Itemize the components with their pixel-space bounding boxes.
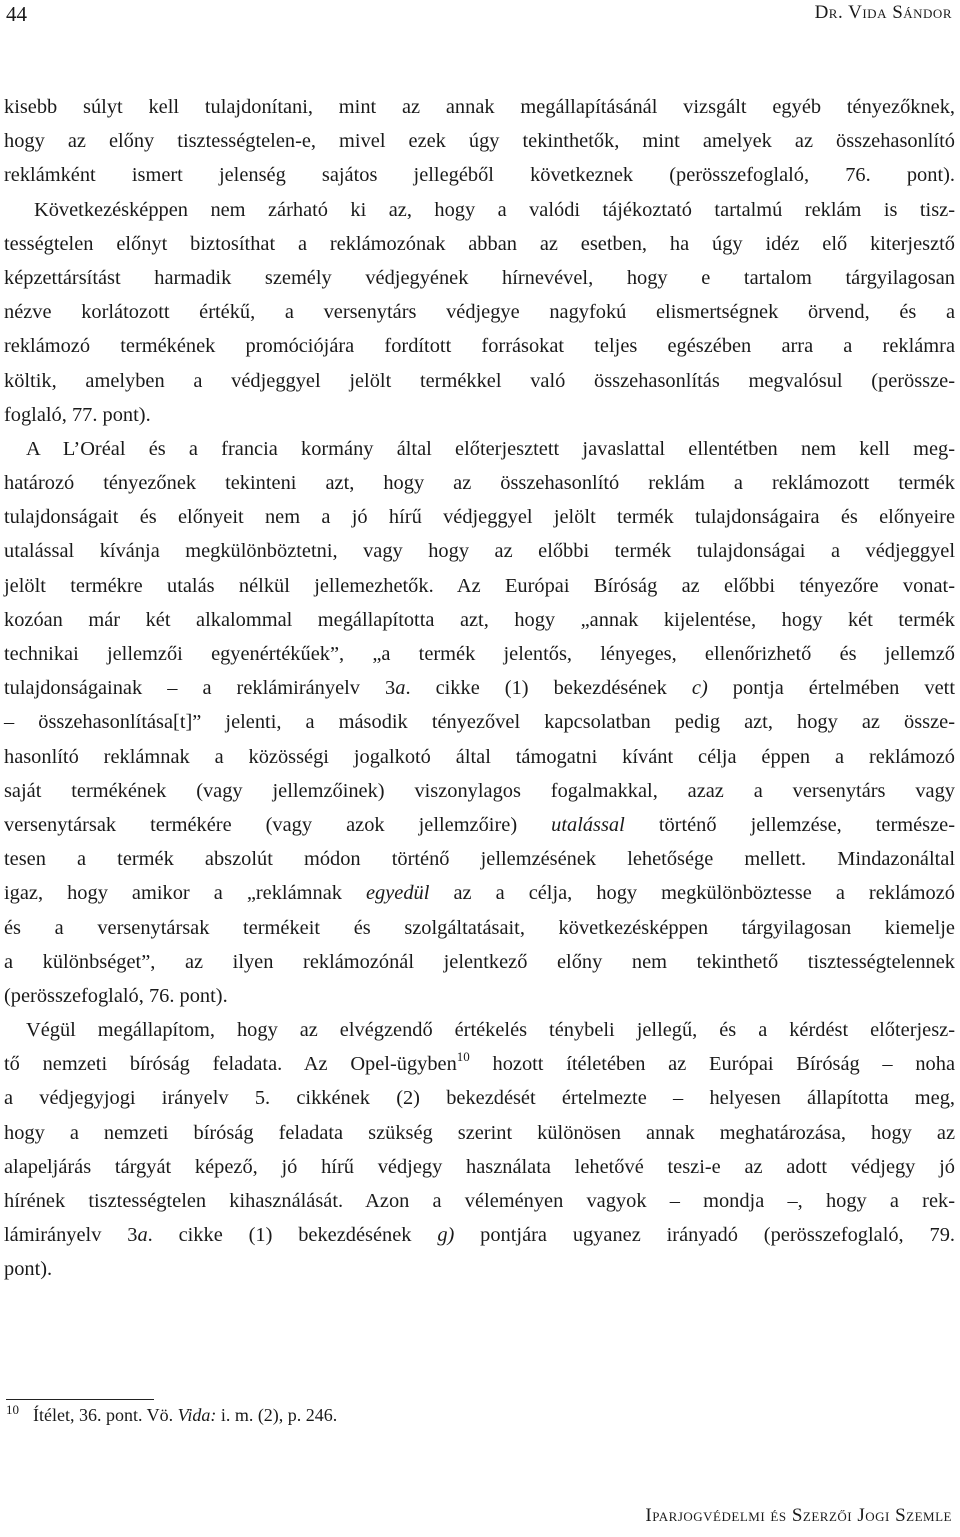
footnote-text: Ítélet, 36. pont. Vö. [33, 1405, 178, 1425]
text-line: hogy a nemzeti bíróság feladata szükség szerint különösen annak meghatározása, hogy az [4, 1121, 955, 1144]
text-line: hogy az előny tisztességtelen-e, mivel ezek úgy tekinthetők, mint amelyek az összehasonlító [4, 130, 955, 153]
text-line: (perösszefoglaló, 76. pont). [4, 984, 228, 1007]
running-head-author: Dr. Vida Sándor [814, 2, 952, 23]
text-line: határozó tényezőnek tekinteni azt, hogy az összehasonlító reklám a reklámozott termék [4, 472, 955, 495]
text-line: foglaló, 77. pont). [4, 403, 151, 426]
text-line: költik, amelyben a védjeggyel jelölt termékkel való összehasonlítás megvalósul (perössze- [4, 369, 955, 392]
text-line: alapeljárás tárgyát képező, jó hírű védjegy használata lehetővé teszi-e az adott védjegy jó [4, 1155, 955, 1178]
page-number: 44 [6, 2, 27, 26]
text-line: a védjegyjogi irányelv 5. cikkének (2) bekezdését értelmezte – helyesen állapította meg, [4, 1087, 955, 1110]
text-line: Végül megállapítom, hogy az elvégzendő értékelés ténybeli jellegű, és a kérdést előterjesz- [26, 1019, 955, 1042]
footnote-number: 10 [6, 1402, 19, 1417]
text-line: tesen a termék abszolút módon történő jellemzésének lehetősége mellett. Mindazonáltal [4, 848, 955, 871]
text-line: tulajdonságainak – a reklámirányelv 3a. cikke (1) bekezdésének c) pontja értelmében vett [4, 677, 955, 700]
footnote-divider [6, 1399, 154, 1400]
text-line: Következésképpen nem zárható ki az, hogy a valódi tájékoztató tartalmú reklám is tisz- [34, 198, 955, 221]
text-line: tulajdonságait és előnyeit nem a jó hírű védjeggyel jelölt termék tulajdonságaira és előnyeire [4, 506, 955, 529]
footnote [6, 1402, 338, 1426]
text-line: saját termékének (vagy jellemzőinek) viszonylagos fogalmakkal, azaz a versenytárs vagy [4, 779, 955, 802]
text-line: tességtelen előnyt biztosíthat a reklámozónak abban az esetben, ha úgy idéz elő kiterjesztő [4, 232, 955, 255]
text-line: a különbséget”, az ilyen reklámozónál jelentkező előny nem tekinthető tisztességtelennek [4, 950, 955, 973]
text-line: versenytársak termékére (vagy azok jellemzőire) utalással történő jellemzése, természe- [4, 813, 956, 836]
text-line: lámirányelv 3a. cikke (1) bekezdésének g) pontjára ugyanez irányadó (perösszefoglaló, 79. [4, 1224, 955, 1247]
text-line: A L’Oréal és a francia kormány által előterjesztett javaslattal ellentétben nem kell meg- [26, 437, 955, 460]
text-line: hírének tisztességtelen kihasználását. Azon a véleményen vagyok – mondja –, hogy a rek- [4, 1190, 955, 1212]
text-line: tő nemzeti bíróság feladata. Az Opel-ügyben$^{10}$ hozott ítéletében az Európai Bíróság – noha [4, 1049, 955, 1076]
text-line: reklámként ismert jelenség sajátos jellegéből következnek (perösszefoglaló, 76. pont). [4, 164, 955, 187]
text-line: kisebb súlyt kell tulajdonítani, mint az annak megállapításánál vizsgált egyéb tényezőknek, [4, 96, 955, 118]
journal-title-footer: Iparjogvédelmi és Szerzői Jogi Szemle [645, 1505, 952, 1526]
text-line: és a versenytársak termékeit és szolgáltatásait, következésképpen tárgyilagosan kiemelje [4, 916, 955, 939]
footnote-ref: 10 [456, 1049, 470, 1065]
footnote-author: Vida: [177, 1405, 217, 1425]
text-line: jelölt termékre utalás nélkül jellemezhetők. Az Európai Bíróság az előbbi tényezőre vonat- [4, 574, 955, 597]
text-line: – összehasonlítása[t]” jelenti, a második tényezővel kapcsolatban pedig azt, hogy az össze- [4, 711, 955, 734]
text-line: utalással kívánja megkülönböztetni, vagy hogy az előbbi termék tulajdonságai a védjeggyel [4, 540, 955, 563]
text-line: technikai jellemzői egyenértékűek”, „a termék jelentős, lényeges, ellenőrizhető és jellemző [4, 643, 955, 665]
text-line: kozóan már két alkalommal megállapította azt, hogy „annak kijelentése, hogy két termék [4, 608, 955, 631]
footnote-text-end: i. m. (2), p. 246. [216, 1405, 338, 1425]
text-line: igaz, hogy amikor a „reklámnak egyedül az a célja, hogy megkülönböztesse a reklámozó [4, 882, 955, 905]
text-line: nézve korlátozott értékű, a versenytárs védjegye nagyfokú elismertségnek örvend, és a [4, 301, 955, 324]
body-text [4, 90, 955, 1287]
text-line: hasonlító reklámnak a közösségi jogalkotó által támogatni kívánt célja éppen a reklámozó [4, 745, 955, 768]
text-line: pont). [4, 1258, 53, 1281]
text-line: képzettársítást harmadik személy védjegyének hírnevével, hogy e tartalom tárgyilagosan [4, 266, 955, 289]
text-line: reklámozó termékének promóciójára fordított forrásokat teljes egészében arra a reklámra [4, 335, 955, 358]
